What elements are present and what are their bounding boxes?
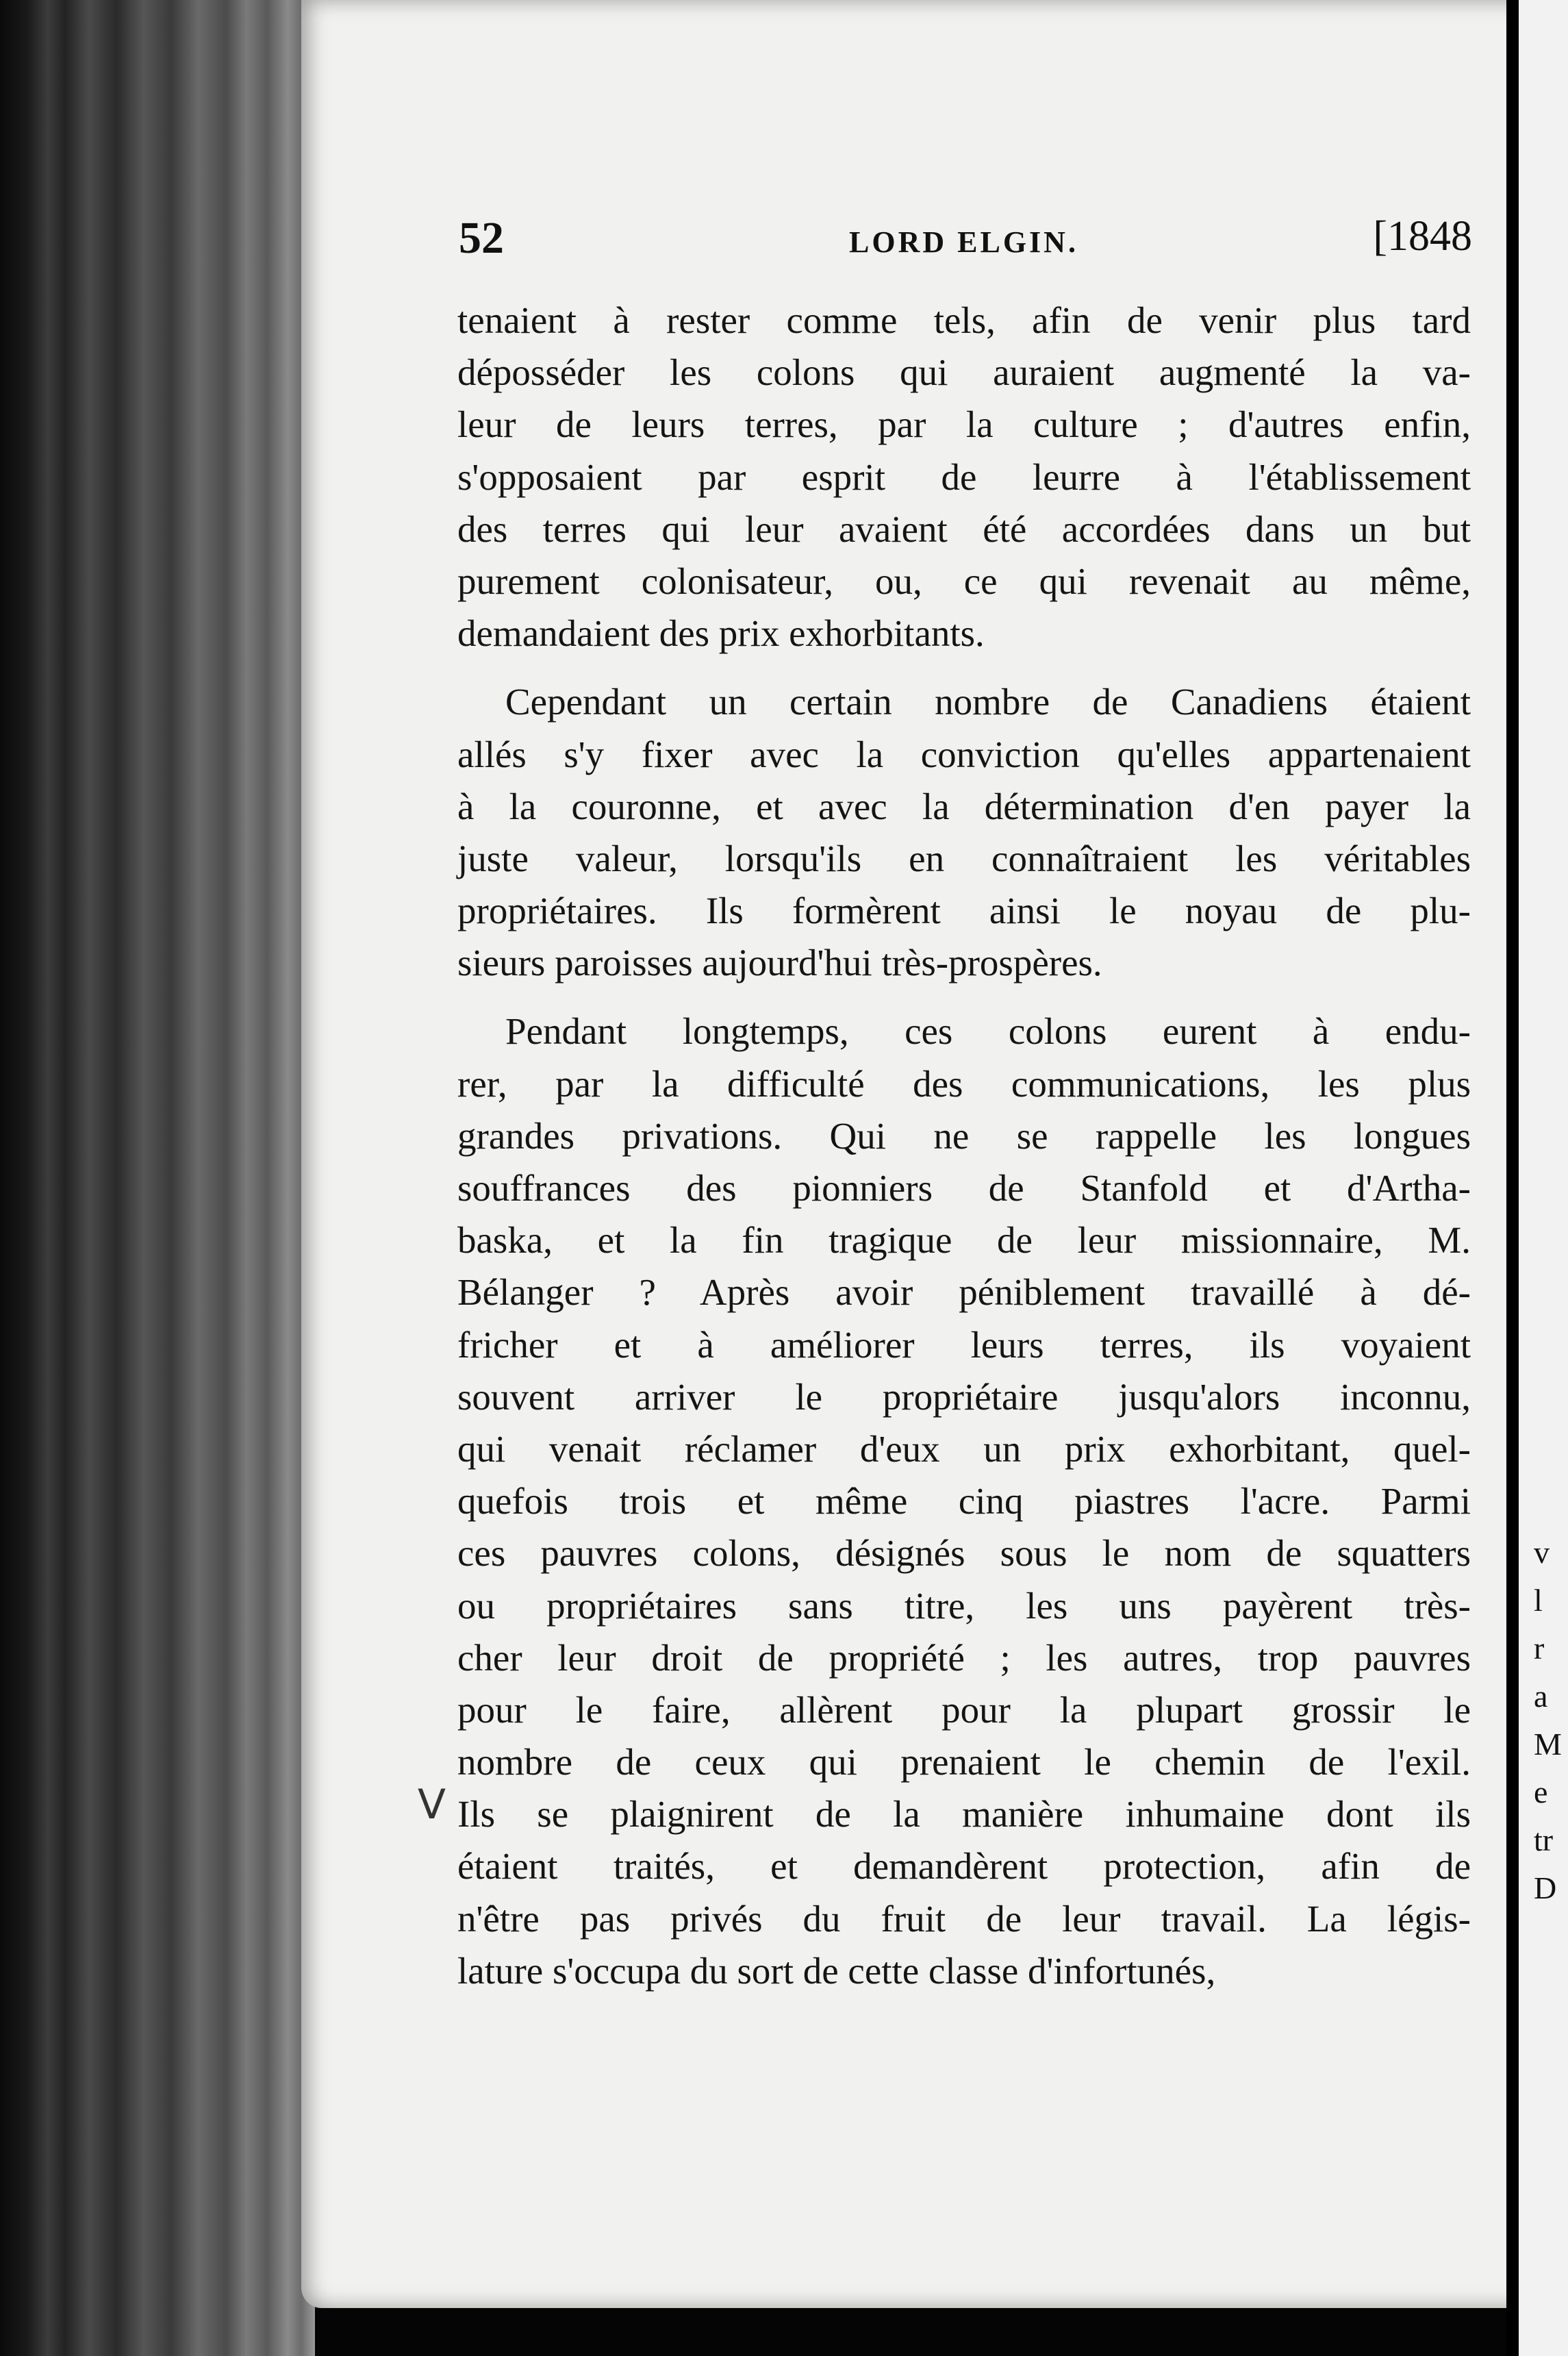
text-line: Bélanger ? Après avoir péniblement travaillé à dé- [457,1271,1471,1314]
text-line: tenaient à rester comme tels, afin de venir plus tard [457,299,1471,341]
text-line: à la couronne, et avec la détermination d'en payer la [457,785,1471,827]
text-line: lature s'occupa du sort de cette classe d'infortunés, [457,1949,1216,1992]
text-line: n'être pas privés du fruit de leur travail. La légis- [457,1897,1471,1940]
text-line: nombre de ceux qui prenaient le chemin de l'exil. [457,1741,1471,1783]
text-line: baska, et la fin tragique de leur missionnaire, M. [457,1219,1471,1262]
page-header [459,212,1472,267]
text-line: déposséder les colons qui auraient augmenté la va- [457,351,1471,394]
facing-fragment: v [1534,1535,1550,1570]
paragraph [457,1005,1471,1997]
text-line: purement colonisateur, ou, ce qui revenait au même, [457,560,1471,602]
text-line: propriétaires. Ils formèrent ainsi le noyau de plu- [457,890,1471,932]
text-line: leur de leurs terres, par la culture ; d'autres enfin, [457,403,1471,446]
paragraph [457,676,1471,989]
page-number: 52 [459,213,504,263]
text-line: Pendant longtemps, ces colons eurent à endu- [505,1010,1471,1053]
facing-fragment: r [1534,1631,1545,1666]
text-line: cher leur droit de propriété ; les autres, trop pauvres [457,1636,1471,1679]
margin-check-mark: V [418,1781,446,1829]
text-line: fricher et à améliorer leurs terres, ils voyaient [457,1323,1471,1366]
facing-fragment: l [1534,1583,1543,1618]
facing-page-edge [1506,0,1568,2356]
text-line: quefois trois et même cinq piastres l'acre. Parmi [457,1480,1471,1522]
text-line: ces pauvres colons, désignés sous le nom de squatters [457,1532,1471,1575]
text-line: qui venait réclamer d'eux un prix exhorbitant, quel- [457,1427,1471,1470]
text-line: demandaient des prix exhorbitants. [457,612,985,655]
text-line: grandes privations. Qui ne se rappelle les longues [457,1114,1471,1157]
paragraph-gap [457,989,1471,1005]
text-line: sieurs paroisses aujourd'hui très-prospères. [457,942,1102,984]
text-line: Cependant un certain nombre de Canadiens étaient [505,681,1471,723]
text-line: des terres qui leur avaient été accordées dans un but [457,507,1471,550]
paragraph [457,294,1471,660]
facing-fragment: D [1534,1870,1557,1905]
body-text [457,294,1471,1997]
text-line: ou propriétaires sans titre, les uns payèrent très- [457,1584,1471,1627]
text-line: rer, par la difficulté des communications, les plus [457,1062,1471,1105]
running-title: LORD ELGIN. [849,225,1078,259]
paragraph-gap [457,660,1471,676]
text-line: pour le faire, allèrent pour la plupart grossir le [457,1688,1471,1731]
facing-fragment: M [1534,1727,1562,1762]
facing-fragment: a [1534,1679,1548,1714]
text-line: allés s'y fixer avec la conviction qu'elles appartenaient [457,733,1471,775]
facing-fragment: tr [1534,1822,1554,1857]
text-line: Ils se plaignirent de la manière inhumaine dont ils [457,1793,1471,1835]
text-line: souffrances des pionniers de Stanfold et d'Artha- [457,1167,1471,1209]
text-line: étaient traités, et demandèrent protection, afin de [457,1845,1471,1888]
facing-fragment: e [1534,1775,1548,1809]
page-year: [1848 [1373,213,1472,260]
text-line: souvent arriver le propriétaire jusqu'alors inconnu, [457,1375,1471,1418]
text-line: s'opposaient par esprit de leurre à l'établissement [457,455,1471,498]
book-edge [0,0,315,2356]
text-line: juste valeur, lorsqu'ils en connaîtraient les véritables [457,837,1471,879]
